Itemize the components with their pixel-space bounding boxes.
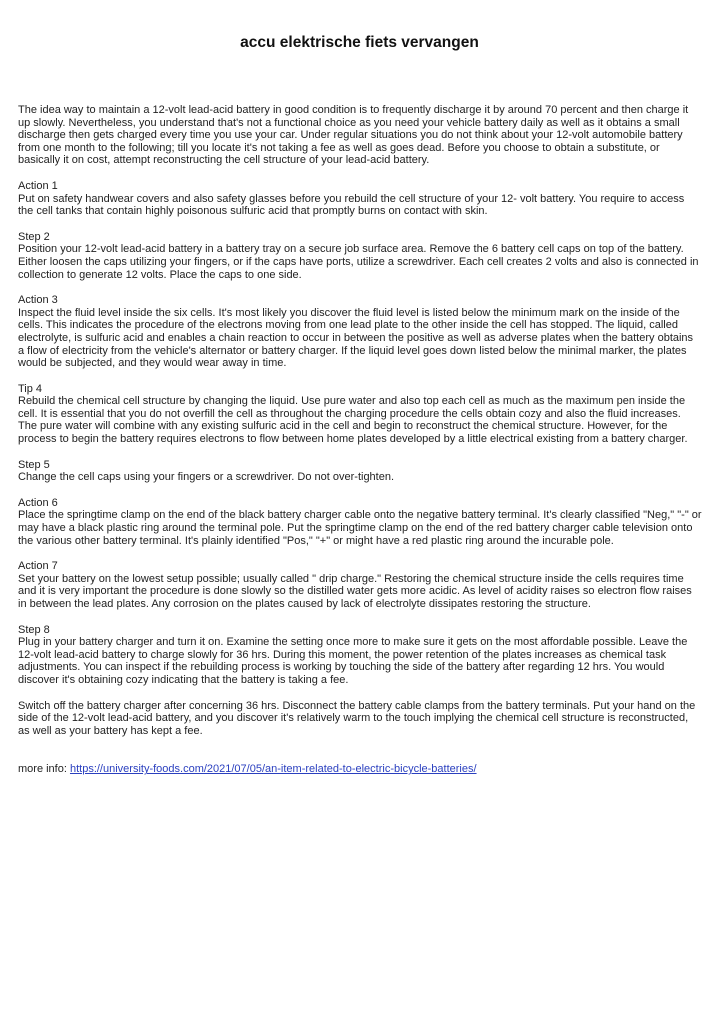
page-title: accu elektrische fiets vervangen (240, 34, 479, 51)
section-heading: Action 7 (18, 560, 58, 573)
section-heading: Step 8 (18, 623, 50, 636)
section-action-6 (18, 497, 702, 547)
section-action-7 (18, 560, 702, 610)
more-info-link[interactable]: https://university-foods.com/2021/07/05/an-item-related-to-electric-bicycle-batteries/ (69, 763, 477, 776)
more-info-label: more info: (18, 763, 70, 776)
section-text: Place the springtime clamp on the end of the black battery charger cable onto the negative battery terminal. It's clearly classified "Neg," "-" or may have a black plastic ring around the terminal pole. Put the springtime clamp on the end of the red battery charger cable television onto the various other battery terminal. It's plainly identified "Pos," "+" or might have a red plastic ring around the incurable pole. (18, 509, 702, 547)
section-heading: Action 6 (18, 496, 58, 509)
section-heading: Step 5 (18, 458, 50, 471)
section-text: Set your battery on the lowest setup possible; usually called " drip charge." Restoring the chemical structure inside the cells requires time and it is very important the procedure is done slowly so the distilled water gets more acidic. As level of acidity raises so electron flow raises in between the lead plates. Any corrosion on the plates caused by lack of electrolyte dissipates restoring the structure. (18, 572, 692, 610)
section-heading: Action 1 (18, 179, 58, 192)
section-text: Rebuild the chemical cell structure by changing the liquid. Use pure water and also top each cell as much as the maximum pen inside the cell. It is essential that you do not overfill the cell as throughout the charging procedure the cells obtain cozy and also the fluid increases. The pure water will combine with any existing sulfuric acid in the cell and begin to reconstruct the chemical structure. However, for the process to begin the battery requires electrons to flow between home plates developed by a little electrical existing from a battery charger. (18, 395, 688, 446)
section-text: Position your 12-volt lead-acid battery in a battery tray on a secure job surface area. Remove the 6 battery cell caps on top of the battery. Either loosen the caps utilizing your fingers, or if the caps have ports, utilize a screwdriver. Each cell creates 2 volts and also is connected in collection to generate 12 volts. Place the caps to one side. (18, 243, 699, 281)
section-step-5 (18, 459, 702, 484)
more-info-line (18, 763, 702, 776)
section-step-2 (18, 231, 702, 281)
section-heading: Tip 4 (18, 382, 43, 395)
section-text: Plug in your battery charger and turn it on. Examine the setting once more to make sure it gets on the most affordable possible. Leave the 12-volt lead-acid battery to charge slowly for 36 hrs. During this moment, the power retention of the plates increases as chemical task adjustments. You can inspect if the rebuilding process is working by touching the side of the battery after regarding 12 hrs. You would discover it's obtaining cozy indicating that the battery is taking a fee. (18, 636, 688, 686)
section-heading: Action 3 (18, 294, 58, 307)
section-text: Change the cell caps using your fingers or a screwdriver. Do not over-tighten. (18, 471, 395, 484)
closing-paragraph: Switch off the battery charger after concerning 36 hrs. Disconnect the battery cable clamps from the battery terminals. Put your hand on the side of the 12-volt lead-acid battery, and you discover it's relatively warm to the touch implying the chemical cell structure is reconstructed, as well as your battery has kept a fee. (18, 699, 696, 737)
article-body (18, 104, 702, 776)
section-text: Inspect the fluid level inside the six cells. It's most likely you discover the fluid level is listed below the minimum mark on the inside of the cells. This indicates the procedure of the electrons moving from one lead plate to the other inside the cell has stopped. The liquid, called electrolyte, is sulfuric acid and enables a chain reaction to occur in between the positive as well as adverse plates when the battery obtains a flow of electricity from the vehicle's alternator or battery charger. If the liquid level goes down listed below the minimal marker, the plates would be subjected, and they would wear away in time. (18, 306, 694, 370)
section-action-3 (18, 294, 702, 370)
section-tip-4 (18, 383, 702, 446)
section-action-1 (18, 180, 702, 218)
section-heading: Step 2 (18, 230, 50, 243)
intro-paragraph: The idea way to maintain a 12-volt lead-acid battery in good condition is to frequently discharge it by around 70 percent and then charge it up slowly. Nevertheless, you understand that's not a functional choice as you need your vehicle battery daily as well as it obtains a small discharge then gets charged every time you use your car. Under regular situations you do not think about your 12-volt automobile battery from one month to the following; till you locate it's not taking a fee as well as goes dead. Before you choose to obtain a substitute, or basically it on cost, attempt reconstructing the cell structure of your lead-acid battery. (18, 104, 689, 167)
section-step-8 (18, 624, 702, 687)
section-text: Put on safety handwear covers and also safety glasses before you rebuild the cell structure of your 12- volt battery. You require to access the cell tanks that contain highly poisonous sulfuric acid that promptly burns on contact with skin. (18, 192, 685, 218)
